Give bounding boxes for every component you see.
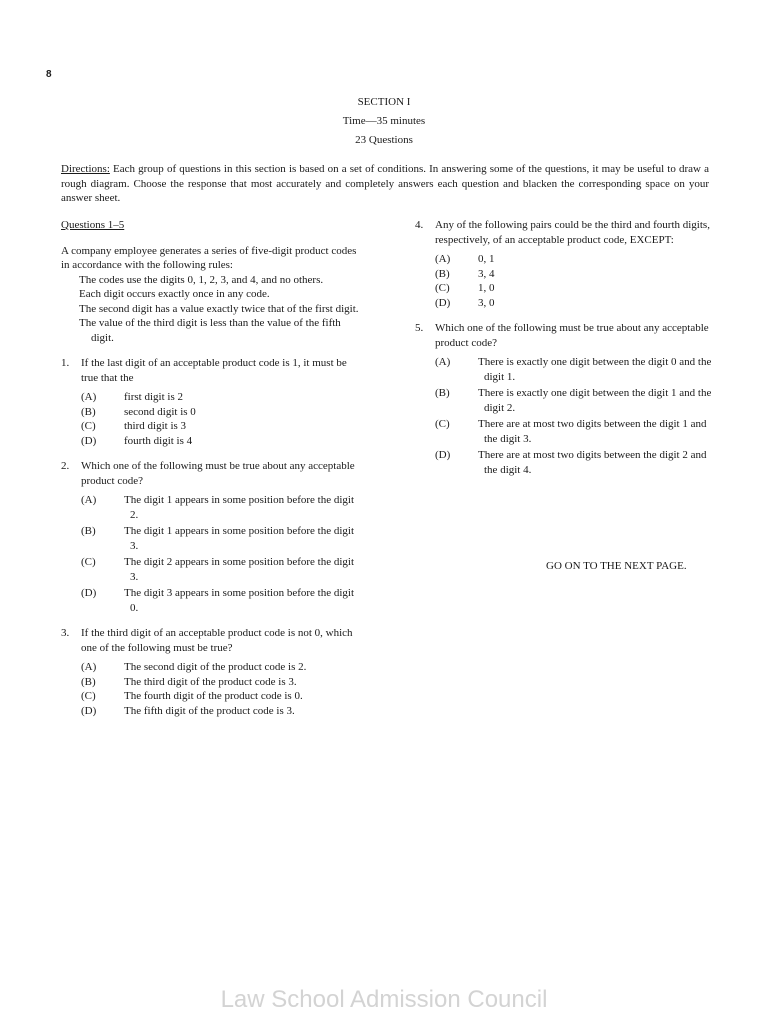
question-stem: Which one of the following must be true about any acceptable product code? [435,322,709,349]
option-text: 0, 1 [478,253,495,265]
option-letter: (B) [81,675,96,688]
option-letter: (C) [435,282,450,294]
option-letter: (D) [435,296,451,309]
option-text: The fourth digit of the product code is 0. [124,690,303,702]
question-5 [415,321,715,350]
answer-option[interactable] [81,660,361,675]
question-4 [415,218,715,247]
option-letter: (B) [81,525,96,537]
watermark: Law School Admission Council [220,986,548,1013]
question-count: 23 Questions [355,134,413,146]
question-stem: Any of the following pairs could be the third and fourth digits, respectively, of an acceptable product code, EXCEPT: [435,219,710,246]
answer-option[interactable] [81,405,361,420]
answer-option[interactable] [81,586,361,615]
right-column [415,218,715,477]
question-stem: If the last digit of an acceptable product code is 1, it must be true that the [81,357,347,384]
answer-option[interactable] [435,252,715,267]
option-text: There is exactly one digit between the digit 1 and the digit 2. [478,387,712,414]
rule-item: The codes use the digits 0, 1, 2, 3, and 4, and no others. [79,273,324,286]
rule-item: The second digit has a value exactly twice that of the first digit. [79,302,359,315]
question-number: 1. [61,357,70,369]
option-letter: (B) [81,405,96,418]
directions-text: Each group of questions in this section is based on a set of conditions. In answering some of the questions, it may be useful to draw a rough diagram. Choose the response that most accurately and completely answers each question and blacken the corresponding space on your answer sheet. [61,163,709,204]
question-number: 4. [415,219,424,231]
option-text: 1, 0 [478,282,495,294]
answer-option[interactable] [81,704,361,719]
option-text: There are at most two digits between the digit 2 and the digit 4. [478,449,707,476]
option-text: There are at most two digits between the digit 1 and the digit 3. [478,418,707,445]
option-text: fourth digit is 4 [124,434,193,447]
option-letter: (D) [81,434,97,447]
answer-option[interactable] [81,675,361,690]
option-letter: (C) [81,690,96,702]
answer-option[interactable] [435,417,715,446]
option-text: 3, 0 [478,296,495,309]
answer-option[interactable] [435,355,715,384]
question-number: 5. [415,322,424,334]
directions [61,162,709,206]
answer-option[interactable] [81,524,361,553]
option-text: There is exactly one digit between the digit 0 and the digit 1. [478,356,712,383]
question-number: 2. [61,460,70,472]
directions-label: Directions: [61,163,110,175]
answer-option[interactable] [81,434,361,449]
option-letter: (A) [435,253,451,265]
section-time: Time—35 minutes [342,115,426,127]
option-letter: (A) [81,494,97,506]
option-letter: (A) [81,661,97,673]
question-stem: If the third digit of an acceptable product code is not 0, which one of the following must be true? [81,627,353,654]
option-letter: (C) [435,418,450,430]
option-letter: (C) [81,556,96,568]
option-letter: (A) [435,356,451,368]
answer-option[interactable] [435,267,715,282]
option-text: The digit 1 appears in some position before the digit 3. [124,525,355,552]
option-letter: (B) [435,387,450,399]
option-text: The second digit of the product code is 2. [124,661,307,673]
answer-option[interactable] [81,390,361,405]
passage-heading: Questions 1–5 [61,219,125,231]
option-text: The fifth digit of the product code is 3. [124,704,295,717]
passage-intro: A company employee generates a series of five-digit product codes in accordance with the following rules: [61,244,357,271]
rule-item: The value of the third digit is less than the value of the fifth digit. [79,317,341,344]
answer-option[interactable] [81,555,361,584]
option-text: The digit 3 appears in some position before the digit 0. [124,587,355,614]
option-text: 3, 4 [478,267,495,280]
question-number: 3. [61,627,70,639]
option-text: The digit 1 appears in some position before the digit 2. [124,494,355,521]
answer-option[interactable] [435,386,715,415]
answer-options [61,493,361,615]
answer-option[interactable] [435,296,715,311]
question-1 [61,356,361,385]
option-letter: (D) [81,587,97,599]
option-letter: (C) [81,420,96,432]
answer-option[interactable] [81,689,361,704]
option-letter: (D) [435,449,451,461]
option-text: third digit is 3 [124,420,187,432]
answer-options [415,252,715,310]
question-3 [61,626,361,655]
answer-options [415,355,715,477]
answer-option[interactable] [81,419,361,434]
option-letter: (B) [435,267,450,280]
option-text: first digit is 2 [124,391,183,403]
answer-options [61,390,361,448]
question-2 [61,459,361,488]
answer-option[interactable] [81,493,361,522]
question-stem: Which one of the following must be true about any acceptable product code? [81,460,355,487]
rules-list [61,273,361,346]
option-letter: (A) [81,391,97,403]
go-on-notice: GO ON TO THE NEXT PAGE. [546,560,687,572]
option-letter: (D) [81,704,97,717]
option-text: The third digit of the product code is 3. [124,675,297,688]
page-number: 8 [46,69,52,80]
answer-options [61,660,361,718]
option-text: second digit is 0 [124,405,196,418]
answer-option[interactable] [435,448,715,477]
option-text: The digit 2 appears in some position before the digit 3. [124,556,355,583]
rule-item: Each digit occurs exactly once in any code. [79,288,270,300]
section-title: SECTION I [357,96,411,108]
left-column [61,218,361,718]
answer-option[interactable] [435,281,715,296]
